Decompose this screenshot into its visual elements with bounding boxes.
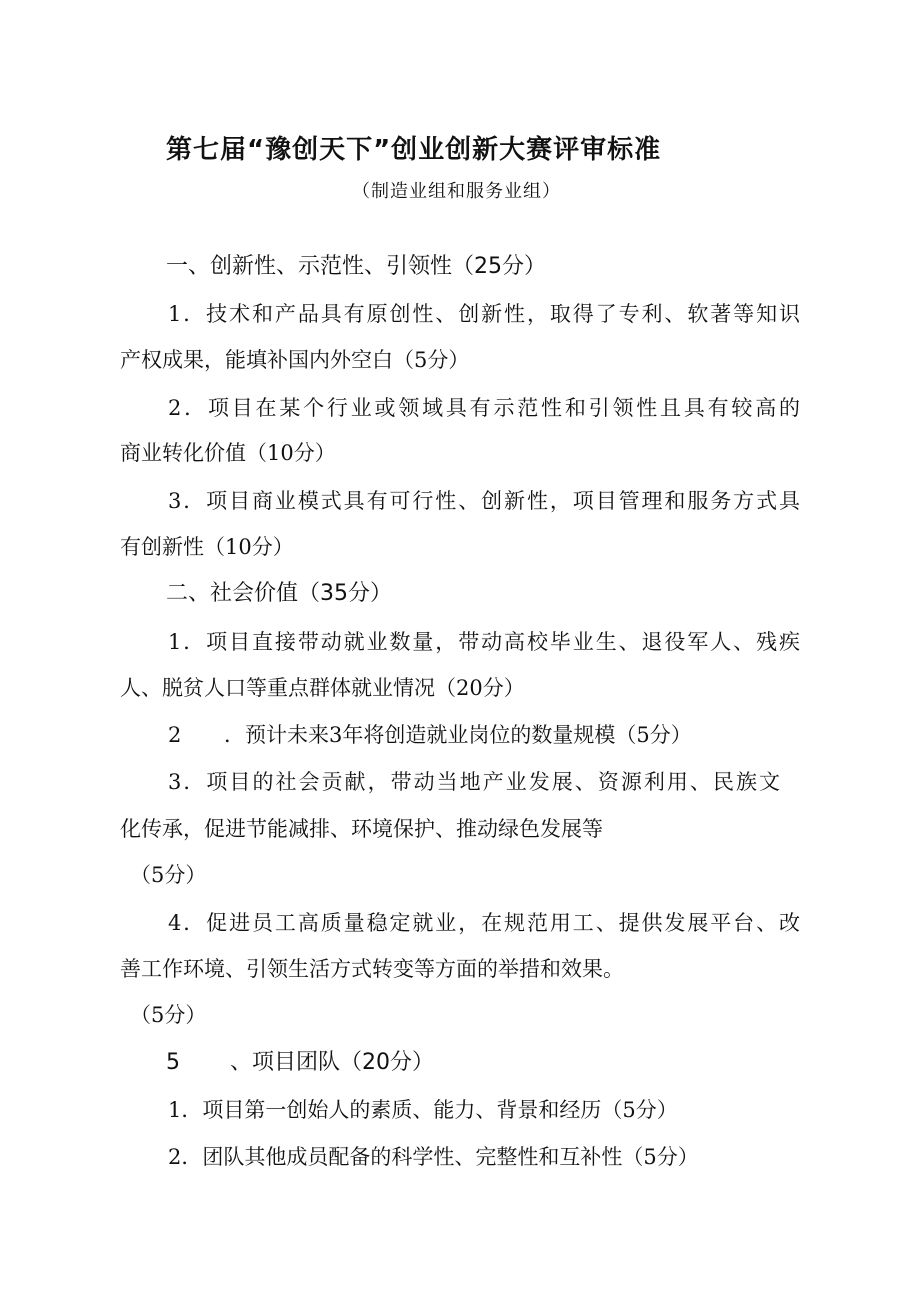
section-2-item-4-line-2: 善工作环境、引领生活方式转变等方面的举措和效果。 xyxy=(120,957,624,981)
section-2-item-3-line-3: （5分） xyxy=(130,863,207,887)
section-2-item-2-number: 2 xyxy=(168,723,182,747)
section-2-item-4-line-3: （5分） xyxy=(130,1003,207,1027)
section-1-item-1-line-2: 产权成果，能填补国内外空白（5分） xyxy=(120,348,470,372)
document-subtitle: （制造业组和服务业组） xyxy=(352,181,561,202)
section-2-item-4-line-1: 4．促进员工高质量稳定就业，在规范用工、提供发展平台、改 xyxy=(168,911,800,935)
section-1-heading: 一、创新性、示范性、引领性（25分） xyxy=(166,254,546,279)
section-1-item-3-line-2: 有创新性（10分） xyxy=(120,535,294,559)
section-2-item-1-line-2: 人、脱贫人口等重点群体就业情况（20分） xyxy=(120,676,525,700)
section-2-item-2-text: ．预计未来3年将创造就业岗位的数量规模（5分） xyxy=(224,723,692,747)
document-title: 第七届“豫创天下”创业创新大赛评审标准 xyxy=(166,135,662,165)
section-1-item-3-line-1: 3．项目商业模式具有可行性、创新性，项目管理和服务方式具 xyxy=(168,489,800,513)
section-2-item-1-line-1: 1．项目直接带动就业数量，带动高校毕业生、退役军人、残疾 xyxy=(168,630,800,654)
section-3-item-1: 1．项目第一创始人的素质、能力、背景和经历（5分） xyxy=(168,1098,678,1122)
section-3-heading-number: 5 xyxy=(166,1050,180,1075)
section-2-heading: 二、社会价值（35分） xyxy=(166,581,392,606)
section-2-item-3-line-1: 3．项目的社会贡献，带动当地产业发展、资源利用、民族文 xyxy=(168,770,780,794)
section-1-item-1-line-1: 1．技术和产品具有原创性、创新性，取得了专利、软著等知识 xyxy=(168,302,800,326)
section-2-item-3-line-2: 化传承，促进节能减排、环境保护、推动绿色发展等 xyxy=(120,817,603,841)
section-3-heading-text: 、项目团队（20分） xyxy=(230,1050,434,1075)
section-1-item-2-line-1: 2．项目在某个行业或领域具有示范性和引领性且具有较高的 xyxy=(168,396,800,420)
section-3-item-2: 2．团队其他成员配备的科学性、完整性和互补性（5分） xyxy=(168,1145,699,1169)
section-1-item-2-line-2: 商业转化价值（10分） xyxy=(120,441,336,465)
